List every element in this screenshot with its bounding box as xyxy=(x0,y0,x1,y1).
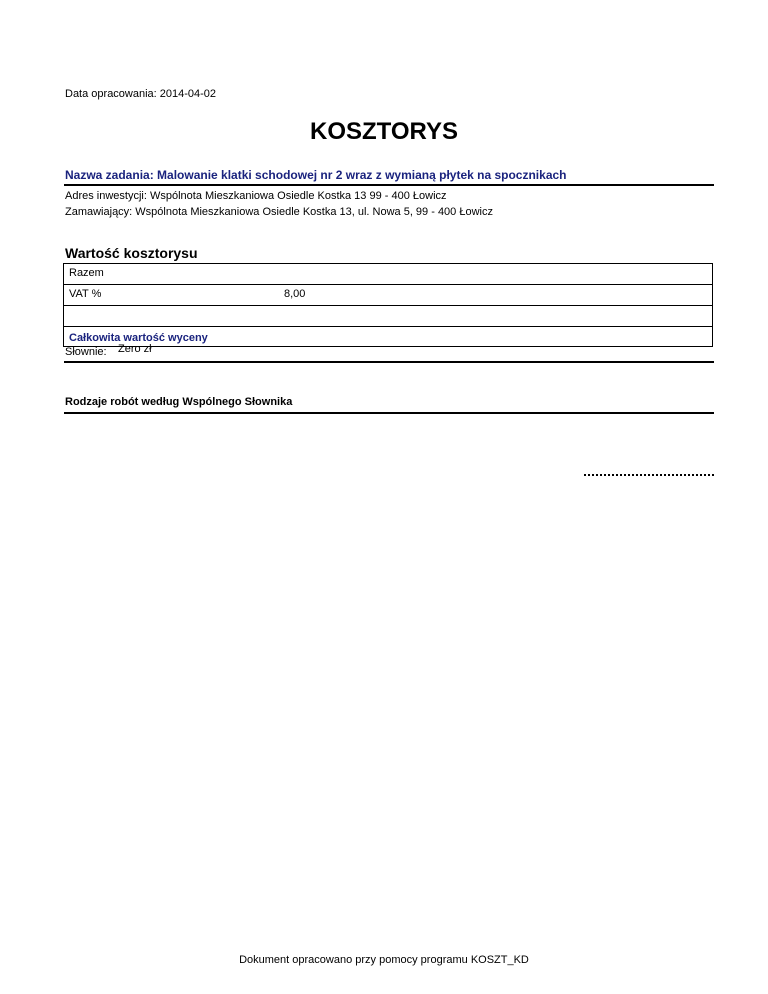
signature-line xyxy=(584,470,714,476)
page-title: KOSZTORYS xyxy=(309,118,459,145)
in-words-value: Zero zł xyxy=(118,343,152,355)
date-line: Data opracowania: 2014-04-02 xyxy=(65,88,217,100)
in-words-label: Słownie: xyxy=(65,346,107,358)
divider xyxy=(64,184,714,186)
table-row xyxy=(64,306,712,327)
table-row xyxy=(64,285,712,306)
row-value: 8,00 xyxy=(284,288,306,300)
row-label: VAT % xyxy=(69,288,102,300)
investment-address: Adres inwestycji: Wspólnota Mieszkaniowa Osiedle Kostka 13 99 - 400 Łowicz xyxy=(65,190,447,202)
table-row xyxy=(64,264,712,285)
value-section-heading: Wartość kosztorysu xyxy=(65,245,198,261)
row-label: Razem xyxy=(69,267,104,279)
divider xyxy=(64,361,714,363)
divider xyxy=(64,412,714,414)
task-name: Nazwa zadania: Malowanie klatki schodowej nr 2 wraz z wymianą płytek na spocznikach xyxy=(65,168,567,182)
table-row-total xyxy=(64,327,712,346)
value-table xyxy=(63,263,713,347)
client-info: Zamawiający: Wspólnota Mieszkaniowa Osiedle Kostka 13, ul. Nowa 5, 99 - 400 Łowicz xyxy=(65,206,493,218)
footer-text: Dokument opracowano przy pomocy programu KOSZT_KD xyxy=(239,954,529,966)
row-label: Całkowita wartość wyceny xyxy=(69,332,208,344)
works-heading: Rodzaje robót według Wspólnego Słownika xyxy=(65,396,293,408)
